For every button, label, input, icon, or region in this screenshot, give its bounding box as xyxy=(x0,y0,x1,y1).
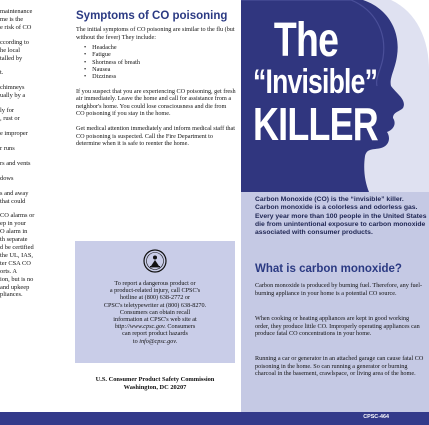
list-item: • Fatigue xyxy=(84,51,236,58)
left-column-line: ep in your xyxy=(0,220,26,228)
cover-title-line2: “Invisible” xyxy=(253,63,378,101)
left-column-line: chimneys xyxy=(0,84,25,92)
left-column-line: that could xyxy=(0,197,26,205)
left-column-line: ly for xyxy=(0,107,15,115)
symptoms-paragraph-1: If you suspect that you are experiencing CO poisoning, get fresh air immediately. Leave the home and call for assistance from a neighbor's home. You could lose consciousness and die from CO poisoning if you stay in the home. xyxy=(76,87,236,118)
symptoms-intro: The initial symptoms of CO poisoning are similar to the flu (but without the fever) They include: xyxy=(76,26,235,41)
left-column-line: e improper xyxy=(0,129,28,137)
left-column-line: d be certified xyxy=(0,244,34,252)
paragraph-gap xyxy=(0,32,46,39)
intro-paragraph: Carbon Monoxide (CO) is the “invisible” killer. Carbon monoxide is a colorless and odorless gas. Every year more than 100 people in the United States die from unintentional exposure to carbon monoxide associated with consumer products. xyxy=(255,196,427,237)
symptoms-paragraph-2: Get medical attention immediately and inform medical staff that CO poisoning is suspected. Call the Fire Department to determine when it is safe to reenter the home. xyxy=(76,125,235,148)
left-column-line: ion, but is no xyxy=(0,275,34,283)
report-line: information at CPSC's web site at xyxy=(113,316,197,324)
cover-title-line1: The xyxy=(273,14,339,67)
cover-hero xyxy=(241,0,429,192)
left-column-line: me is the xyxy=(0,15,24,23)
left-column-line: e risk of CO xyxy=(0,23,32,31)
paragraph-gap xyxy=(0,168,46,175)
left-column-line: , rust or xyxy=(0,115,20,123)
left-column-line: r runs xyxy=(0,144,15,152)
paragraph-gap xyxy=(0,153,46,160)
symptoms-section xyxy=(70,10,236,155)
left-column-line: pliances. xyxy=(0,291,23,299)
paragraph-gap xyxy=(0,123,46,130)
left-column-line: he local xyxy=(0,46,21,54)
report-box xyxy=(75,241,235,363)
paragraph-gap xyxy=(0,100,46,107)
report-text xyxy=(79,280,231,345)
left-column-line: ccording to xyxy=(0,38,29,46)
left-column-line: ter CSA CO xyxy=(0,259,31,267)
paragraph-gap xyxy=(0,77,46,84)
footer-bar xyxy=(0,412,429,425)
cover-title-line3: KILLER xyxy=(253,98,378,150)
web-link[interactable]: http://www.cpsc.gov. xyxy=(114,323,166,331)
left-column-line: rs and vents xyxy=(0,159,31,167)
info-panel xyxy=(241,192,429,425)
paragraph-gap xyxy=(0,205,46,212)
symptoms-list xyxy=(84,44,236,80)
info-paragraph-3: Running a car or generator in an attached garage can cause fatal CO poisoning in the home. So can running a generator or burning charcoal in the basement, crawlspace, or living area of the home. xyxy=(255,355,424,377)
left-column-line: maintenance xyxy=(0,8,33,15)
report-line: Consumers can obtain recall xyxy=(119,308,191,316)
report-line: can report product hazards xyxy=(122,330,188,338)
left-column-line: t. xyxy=(0,69,4,77)
info-paragraph-2: When cooking or heating appliances are kept in good working order, they produce little CO. Improperly operating appliances can produce fatal CO concentrations in your home. xyxy=(255,315,420,337)
left-column-text xyxy=(0,8,46,408)
left-column-line: s and away xyxy=(0,189,29,197)
agency-location: Washington, DC 20207 xyxy=(123,383,187,391)
paragraph-gap xyxy=(0,183,46,190)
report-line xyxy=(79,338,231,345)
report-line xyxy=(79,323,231,330)
list-item: • Shortness of breath xyxy=(84,59,236,66)
left-column-line: orts. A xyxy=(0,267,18,275)
symptoms-heading: Symptoms of CO poisoning xyxy=(76,10,228,22)
left-column-line: O alarm in xyxy=(0,228,28,236)
left-column-line: CO alarms or xyxy=(0,212,35,220)
cover-title xyxy=(253,14,378,150)
email-link[interactable]: info@cpsc.gov. xyxy=(139,337,178,345)
list-item: • Nausea xyxy=(84,66,236,73)
what-is-co-heading: What is carbon monoxide? xyxy=(255,263,402,275)
report-line: CPSC's teletypewriter at (800) 638-8270. xyxy=(103,301,207,309)
agency-name: U.S. Consumer Product Safety Commission xyxy=(95,376,215,383)
list-item: • Headache xyxy=(84,44,236,51)
report-text-span: Consumers xyxy=(165,323,196,331)
cpsc-seal-icon xyxy=(143,249,167,273)
left-column-line: talled by xyxy=(0,54,23,62)
left-column-line: the UL, IAS, xyxy=(0,251,34,259)
report-line: hotline at (800) 638-2772 or xyxy=(119,294,191,302)
list-item: • Dizziness xyxy=(84,73,236,80)
report-line: To report a dangerous product or xyxy=(114,280,196,287)
paragraph-gap xyxy=(0,138,46,145)
left-column-line: ually by a xyxy=(0,92,26,100)
left-column-line: dows xyxy=(0,174,14,182)
paragraph-gap xyxy=(0,62,46,69)
report-text-span: to xyxy=(132,337,140,345)
report-line: a product-related injury, call CPSC's xyxy=(109,287,201,295)
left-column-line: and upkeep xyxy=(0,283,30,291)
info-paragraph-1: Carbon monoxide is produced by burning fuel. Therefore, any fuel-burning appliance in your home is a potential CO source. xyxy=(255,282,423,297)
publication-code: CPSC-464 xyxy=(363,414,389,420)
agency-address xyxy=(75,376,235,391)
left-column-line: th separate xyxy=(0,236,28,244)
